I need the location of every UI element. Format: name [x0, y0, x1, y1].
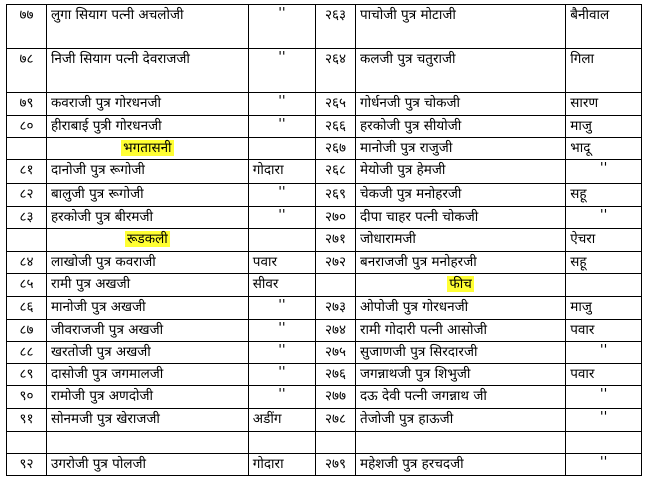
caste-cell: गिला [566, 49, 642, 93]
caste-cell: सहू [566, 184, 642, 207]
table-row [7, 207, 642, 229]
name-cell: कलजी पुत्र चतुराजी [356, 49, 566, 93]
name-cell: ओपोजी पुत्र गोरधनजी [356, 297, 566, 320]
serial-cell: ८६ [7, 297, 47, 320]
caste-cell: '' [566, 386, 642, 409]
caste-cell: बैनीवाल [566, 5, 642, 49]
name-cell: निजी सियाग पत्नी देवराजजी [46, 49, 248, 93]
blank-cell [566, 432, 642, 454]
name-cell: सोनमजी पुत्र खेराजजी [46, 409, 248, 432]
table-row [7, 116, 642, 138]
caste-cell: माजु [566, 297, 642, 320]
serial-cell: २७७ [316, 386, 356, 409]
table-row [7, 93, 642, 116]
caste-cell: '' [566, 160, 642, 184]
caste-cell: पवार [566, 320, 642, 342]
serial-cell: २७५ [316, 342, 356, 364]
serial-cell: ९० [7, 386, 47, 409]
name-cell: खरतोजी पुत्र अखजी [46, 342, 248, 364]
caste-cell: सारण [566, 93, 642, 116]
name-cell: जीवराजजी पुत्र अखजी [46, 320, 248, 342]
table-row [7, 138, 642, 160]
name-cell: हीराबाई पुत्री गोरधनजी [46, 116, 248, 138]
village-heading: फीच [449, 276, 472, 292]
table-row [7, 320, 642, 342]
table-row [7, 5, 642, 49]
table-row [7, 49, 642, 93]
serial-cell: ८८ [7, 342, 47, 364]
caste-cell: ऐचरा [566, 229, 642, 252]
caste-cell: '' [566, 409, 642, 432]
serial-cell: २७८ [316, 409, 356, 432]
table-row [7, 432, 642, 454]
serial-cell: ८९ [7, 364, 47, 386]
name-cell: रामी गोदारी पत्नी आसोजी [356, 320, 566, 342]
caste-cell: गोदारा [248, 454, 315, 476]
caste-cell: अडींग [248, 409, 315, 432]
village-heading-cell [46, 229, 248, 252]
caste-cell [566, 274, 642, 297]
serial-cell: २६४ [316, 49, 356, 93]
caste-cell: '' [248, 49, 315, 93]
serial-cell: २६३ [316, 5, 356, 49]
table-row [7, 409, 642, 432]
caste-cell: '' [566, 207, 642, 229]
table-row [7, 342, 642, 364]
serial-cell: ७८ [7, 49, 47, 93]
caste-cell: पवार [248, 252, 315, 274]
serial-cell: २७२ [316, 252, 356, 274]
blank-cell [316, 432, 356, 454]
name-cell: दानोजी पुत्र रूगोजी [46, 160, 248, 184]
name-cell: दासोजी पुत्र जगमालजी [46, 364, 248, 386]
caste-cell: गोदारा [248, 160, 315, 184]
name-cell: सुजाणजी पुत्र सिरदारजी [356, 342, 566, 364]
village-heading: भगतासनी [123, 140, 172, 156]
serial-cell: ८२ [7, 184, 47, 207]
serial-cell: ८० [7, 116, 47, 138]
serial-cell: ९२ [7, 454, 47, 476]
blank-cell [46, 432, 248, 454]
caste-cell: सीवर [248, 274, 315, 297]
name-cell: बालुजी पुत्र रूगोजी [46, 184, 248, 207]
serial-cell: ८१ [7, 160, 47, 184]
name-cell: मानोजी पुत्र राजुजी [356, 138, 566, 160]
name-cell: बनराजजी पुत्र मनोहरजी [356, 252, 566, 274]
register-table [6, 4, 642, 476]
serial-cell: २७४ [316, 320, 356, 342]
serial-cell: ९१ [7, 409, 47, 432]
register-body [7, 5, 642, 476]
serial-cell: ८७ [7, 320, 47, 342]
blank-cell [356, 432, 566, 454]
table-row [7, 274, 642, 297]
serial-cell: २६६ [316, 116, 356, 138]
name-cell: रामोजी पुत्र अणदोजी [46, 386, 248, 409]
blank-cell [7, 432, 47, 454]
name-cell: जगन्नाथजी पुत्र शिभुजी [356, 364, 566, 386]
serial-cell: ८३ [7, 207, 47, 229]
name-cell: हरकोजी पुत्र सीयोजी [356, 116, 566, 138]
table-row [7, 454, 642, 476]
serial-cell: २७९ [316, 454, 356, 476]
table-row [7, 160, 642, 184]
serial-cell: २६७ [316, 138, 356, 160]
table-row [7, 364, 642, 386]
caste-cell: सहू [566, 252, 642, 274]
table-row [7, 386, 642, 409]
caste-cell [248, 138, 315, 160]
caste-cell: '' [248, 364, 315, 386]
serial-cell: २६५ [316, 93, 356, 116]
name-cell: जोधारामजी [356, 229, 566, 252]
serial-cell [7, 229, 47, 252]
name-cell: दीपा चाहर पत्नी चोकजी [356, 207, 566, 229]
name-cell: तेजोजी पुत्र हाऊजी [356, 409, 566, 432]
name-cell: दऊ देवी पत्नी जगन्नाथ जी [356, 386, 566, 409]
name-cell: गोर्धनजी पुत्र चोकजी [356, 93, 566, 116]
name-cell: मानोजी पुत्र अखजी [46, 297, 248, 320]
serial-cell: ७७ [7, 5, 47, 49]
table-row [7, 252, 642, 274]
serial-cell: २६९ [316, 184, 356, 207]
village-heading: रूडकली [126, 231, 168, 247]
caste-cell: '' [248, 342, 315, 364]
serial-cell [7, 138, 47, 160]
village-heading-cell [356, 274, 566, 297]
serial-cell: २७३ [316, 297, 356, 320]
name-cell: उगरोजी पुत्र पोलजी [46, 454, 248, 476]
table-row [7, 184, 642, 207]
caste-cell: भादू [566, 138, 642, 160]
caste-cell [248, 229, 315, 252]
name-cell: कवराजी पुत्र गोरधनजी [46, 93, 248, 116]
name-cell: मेयोजी पुत्र हेमजी [356, 160, 566, 184]
caste-cell: '' [248, 297, 315, 320]
serial-cell: २७६ [316, 364, 356, 386]
caste-cell: '' [248, 386, 315, 409]
serial-cell: ८५ [7, 274, 47, 297]
village-heading-cell [46, 138, 248, 160]
caste-cell: '' [248, 207, 315, 229]
name-cell: रामी पुत्र अखजी [46, 274, 248, 297]
name-cell: लाखोजी पुत्र कवराजी [46, 252, 248, 274]
caste-cell: माजु [566, 116, 642, 138]
table-row [7, 297, 642, 320]
caste-cell: '' [248, 320, 315, 342]
caste-cell: पवार [566, 364, 642, 386]
table-row [7, 229, 642, 252]
name-cell: लुगा सियाग पत्नी अचलोजी [46, 5, 248, 49]
blank-cell [248, 432, 315, 454]
caste-cell: '' [566, 454, 642, 476]
serial-cell: ७९ [7, 93, 47, 116]
name-cell: महेशजी पुत्र हरचदजी [356, 454, 566, 476]
name-cell: चेकजी पुत्र मनोहरजी [356, 184, 566, 207]
caste-cell: '' [248, 5, 315, 49]
caste-cell: '' [248, 93, 315, 116]
serial-cell: २७० [316, 207, 356, 229]
serial-cell: २७१ [316, 229, 356, 252]
caste-cell: '' [248, 184, 315, 207]
serial-cell: २६८ [316, 160, 356, 184]
caste-cell: '' [248, 116, 315, 138]
name-cell: हरकोजी पुत्र बीरमजी [46, 207, 248, 229]
serial-cell [316, 274, 356, 297]
serial-cell: ८४ [7, 252, 47, 274]
name-cell: पाचोजी पुत्र मोटाजी [356, 5, 566, 49]
caste-cell: '' [566, 342, 642, 364]
